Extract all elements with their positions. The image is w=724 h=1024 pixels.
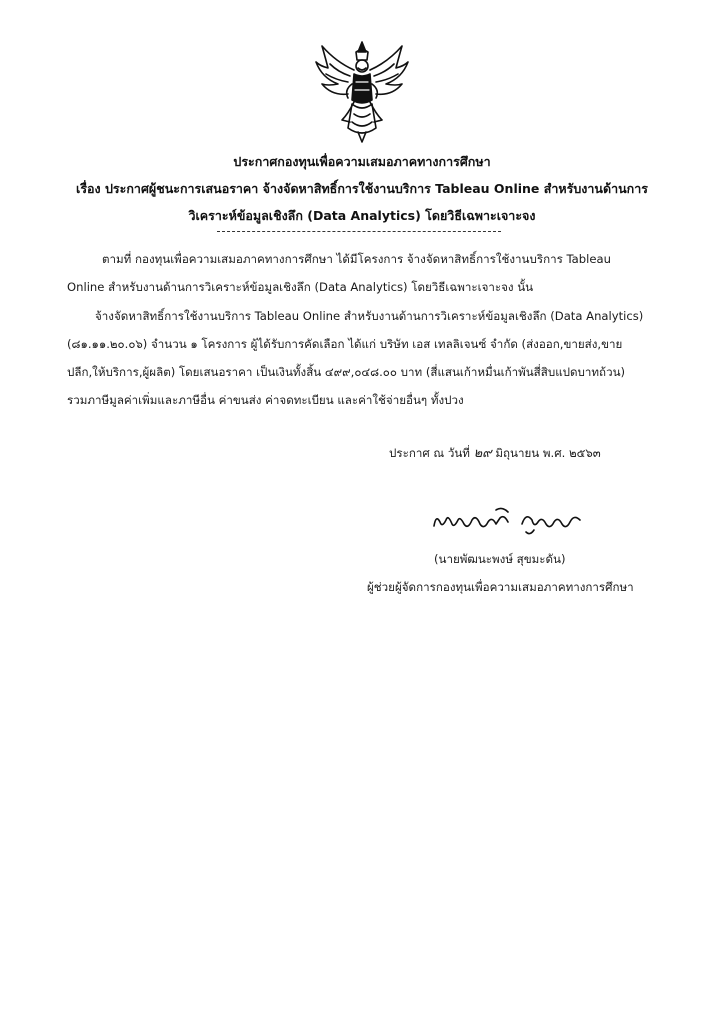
date-month-year: มิถุนายน พ.ศ. ๒๕๖๓ <box>495 446 601 460</box>
paragraph-2-line-1: จ้างจัดหาสิทธิ์การใช้งานบริการ Tableau Online สำหรับงานด้านการวิเคราะห์ข้อมูลเชิงลึก (Data Analytics) <box>95 309 644 323</box>
subject-line-1: เรื่อง ประกาศผู้ชนะการเสนอราคา จ้างจัดหาสิทธิ์การใช้งานบริการ Tableau Online สำหรับงานด้านการ <box>76 181 648 196</box>
paragraph-1-line-1: ตามที่ กองทุนเพื่อความเสมอภาคทางการศึกษา ได้มีโครงการ จ้างจัดหาสิทธิ์การใช้งานบริการ Tableau <box>102 252 611 266</box>
announcement-date <box>389 442 601 463</box>
subject-line-2: วิเคราะห์ข้อมูลเชิงลึก (Data Analytics) โดยวิธีเฉพาะเจาะจง <box>188 208 536 223</box>
signatory-position: ผู้ช่วยผู้จัดการกองทุนเพื่อความเสมอภาคทางการศึกษา <box>367 580 634 594</box>
paragraph-2-line-2: (๘๑.๑๑.๒๐.๐๖) จำนวน ๑ โครงการ ผู้ได้รับการคัดเลือก ได้แก่ บริษัท เอส เทลลิเจนซ์ จำกัด (ส่งออก,ขายส่ง,ขาย <box>67 337 623 351</box>
handwritten-signature <box>430 500 590 540</box>
separator-rule <box>217 231 501 232</box>
announcement-title: ประกาศกองทุนเพื่อความเสมอภาคทางการศึกษา <box>233 154 491 169</box>
paragraph-2-line-3: ปลีก,ให้บริการ,ผู้ผลิต) โดยเสนอราคา เป็นเงินทั้งสิ้น ๔๙๙,๐๔๘.๐๐ บาท (สี่แสนเก้าหมื่นเก้าพันสี่สิบแปดบาทถ้วน) <box>67 365 626 379</box>
paragraph-1-line-2: Online สำหรับงานด้านการวิเคราะห์ข้อมูลเชิงลึก (Data Analytics) โดยวิธีเฉพาะเจาะจง นั้น <box>67 280 534 294</box>
paragraph-2-line-4: รวมภาษีมูลค่าเพิ่มและภาษีอื่น ค่าขนส่ง ค่าจดทะเบียน และค่าใช้จ่ายอื่นๆ ทั้งปวง <box>67 393 464 407</box>
garuda-emblem <box>314 38 410 144</box>
signatory-name: (นายพัฒนะพงษ์ สุขมะดัน) <box>434 552 566 566</box>
handwritten-day: ๒๙ <box>473 446 492 461</box>
date-prefix: ประกาศ ณ วันที่ <box>389 446 470 460</box>
